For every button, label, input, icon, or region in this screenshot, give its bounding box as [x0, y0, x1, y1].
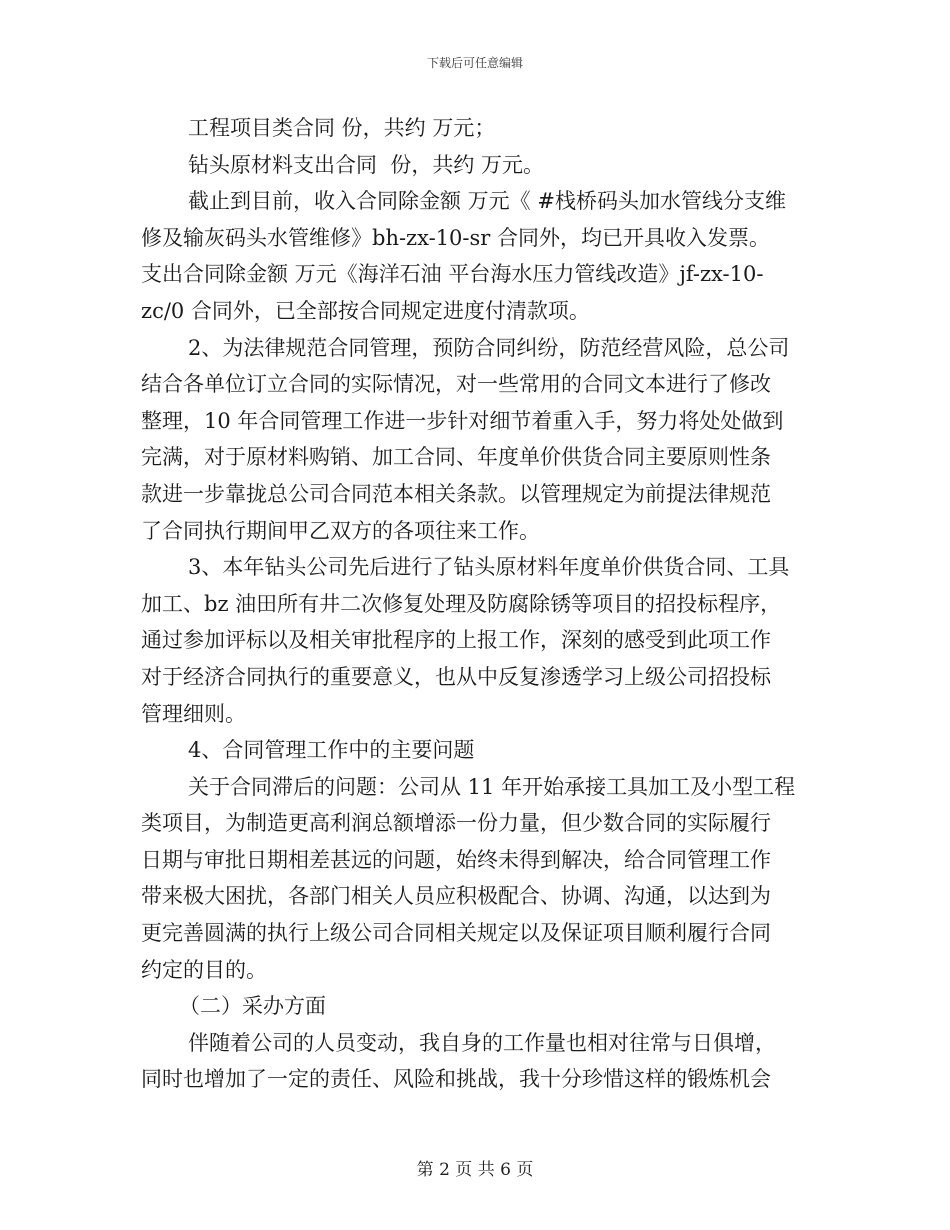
- page-header: 下载后可任意编辑: [426, 56, 523, 70]
- text-line: 关于合同滞后的问题：公司从 11 年开始承接工具加工及小型工程: [188, 774, 796, 799]
- text-line: 管理细则。: [141, 701, 246, 726]
- text-line: 支出合同除金额 万元《海洋石油 平台海水压力管线改造》jf-zx-10-: [141, 262, 764, 287]
- text-line: 约定的目的。: [141, 957, 267, 982]
- text-line: 2、为法律规范合同管理，预防合同纠纷，防范经营风险，总公司: [188, 335, 790, 360]
- text-line: 对于经济合同执行的重要意义，也从中反复渗透学习上级公司招投标: [141, 664, 771, 689]
- text-line: zc/0 合同外，已全部按合同规定进度付清款项。: [141, 298, 590, 323]
- text-line: 类项目，为制造更高利润总额增添一份力量，但少数合同的实际履行: [141, 811, 771, 836]
- text-line: 了合同执行期间甲乙双方的各项往来工作。: [141, 518, 540, 543]
- text-line: 整理，10 年合同管理工作进一步针对细节着重入手，努力将处处做到: [141, 408, 784, 433]
- text-line: 结合各单位订立合同的实际情况，对一些常用的合同文本进行了修改: [141, 372, 771, 397]
- text-line: 带来极大困扰，各部门相关人员应积极配合、协调、沟通，以达到为: [141, 884, 771, 909]
- text-line: 伴随着公司的人员变动，我自身的工作量也相对往常与日俱增，: [188, 1030, 776, 1055]
- document-body: [141, 110, 811, 1098]
- text-line: 同时也增加了一定的责任、风险和挑战，我十分珍惜这样的锻炼机会: [141, 1067, 771, 1092]
- text-line: 修及输灰码头水管维修》bh-zx-10-sr 合同外，均已开具收入发票。: [141, 225, 771, 250]
- text-line: 3、本年钻头公司先后进行了钻头原材料年度单价供货合同、工具: [188, 555, 790, 580]
- section-heading: （二）采办方面: [179, 994, 326, 1019]
- text-line: 日期与审批日期相差甚远的问题，始终未得到解决，给合同管理工作: [141, 847, 771, 872]
- text-line: 加工、bz 油田所有井二次修复处理及防腐除锈等项目的招投标程序，: [141, 591, 782, 616]
- text-line: 通过参加评标以及相关审批程序的上报工作，深刻的感受到此项工作: [141, 628, 771, 653]
- section-heading: 4、合同管理工作中的主要问题: [188, 738, 475, 763]
- text-line: 更完善圆满的执行上级公司合同相关规定以及保证项目顺利履行合同: [141, 921, 771, 946]
- text-line: 完满，对于原材料购销、加工合同、年度单价供货合同主要原则性条: [141, 445, 771, 470]
- page-footer: 第 2 页 共 6 页: [416, 1160, 534, 1180]
- text-line: 钻头原材料支出合同 份，共约 万元。: [188, 152, 545, 177]
- text-line: 工程项目类合同 份，共约 万元；: [188, 116, 496, 140]
- text-line: 截止到目前，收入合同除金额 万元《 #栈桥码头加水管线分支维: [188, 189, 786, 214]
- text-line: 款进一步靠拢总公司合同范本相关条款。以管理规定为前提法律规范: [141, 481, 771, 506]
